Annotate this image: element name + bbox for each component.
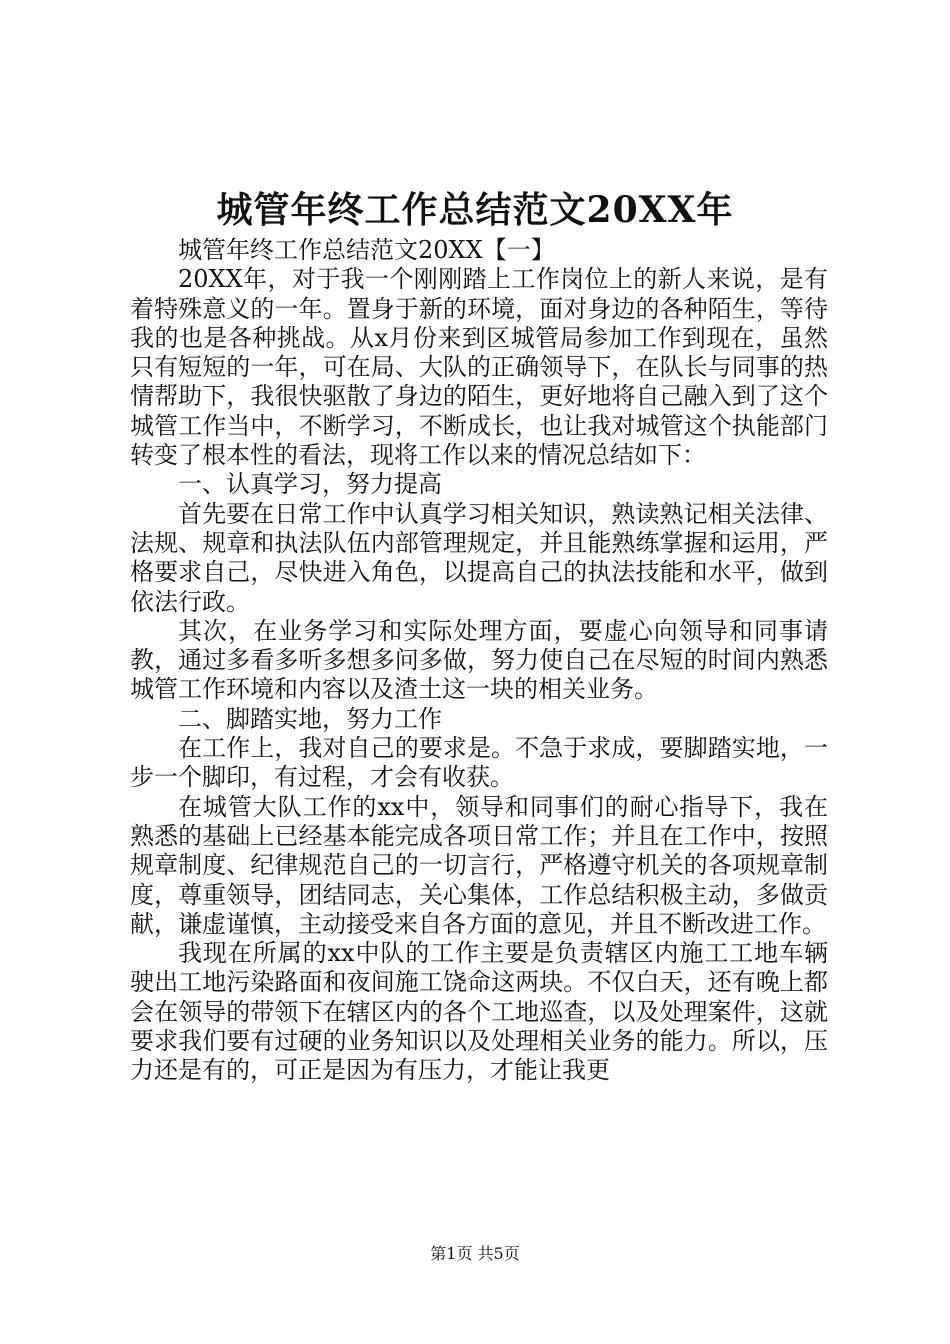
document-body [130,236,828,1086]
paragraph: 在城管大队工作的xx中，领导和同事们的耐心指导下，我在熟悉的基础上已经基本能完成各项日常工作；并且在工作中，按照规章制度、纪律规范自己的一切言行，严格遵守机关的各项规章制度，尊重领导，团结同志，关心集体，工作总结积极主动，多做贡献，谦虚谨慎，主动接受来自各方面的意见，并且不断改进工作。 [130,792,828,938]
section-heading: 城管年终工作总结范文20XX【一】 [178,236,555,264]
section-heading: 一、认真学习，努力提高 [178,470,442,499]
paragraph: 首先要在日常工作中认真学习相关知识，熟读熟记相关法律、法规、规章和执法队伍内部管理规定，并且能熟练掌握和运用，严格要求自己，尽快进入角色，以提高自己的执法技能和水平，做到依法行政。 [130,499,828,616]
document-title: 城管年终工作总结范文20XX年 [216,189,734,231]
page-footer: 第1页 共5页 [430,1244,520,1263]
paragraph: 其次，在业务学习和实际处理方面，要虚心向领导和同事请教，通过多看多听多想多问多做，努力使自己在尽短的时间内熟悉城管工作环境和内容以及渣土这一块的相关业务。 [130,616,828,704]
paragraph: 在工作上，我对自己的要求是。不急于求成，要脚踏实地，一步一个脚印，有过程，才会有收获。 [130,734,828,792]
section-heading: 二、脚踏实地，努力工作 [178,704,442,733]
paragraph: 20XX年，对于我一个刚刚踏上工作岗位上的新人来说，是有着特殊意义的一年。置身于新的环境，面对身边的各种陌生，等待我的也是各种挑战。从x月份来到区城管局参加工作到现在，虽然只有短短的一年，可在局、大队的正确领导下，在队长与同事的热情帮助下，我很快驱散了身边的陌生，更好地将自己融入到了这个城管工作当中，不断学习，不断成长，也让我对城管这个执能部门转变了根本性的看法，现将工作以来的情况总结如下： [130,265,828,470]
paragraph: 我现在所属的xx中队的工作主要是负责辖区内施工工地车辆驶出工地污染路面和夜间施工饶命这两块。不仅白天，还有晚上都会在领导的带领下在辖区内的各个工地巡查，以及处理案件，这就要求我们要有过硬的业务知识以及处理相关业务的能力。所以，压力还是有的，可正是因为有压力，才能让我更 [130,939,828,1085]
